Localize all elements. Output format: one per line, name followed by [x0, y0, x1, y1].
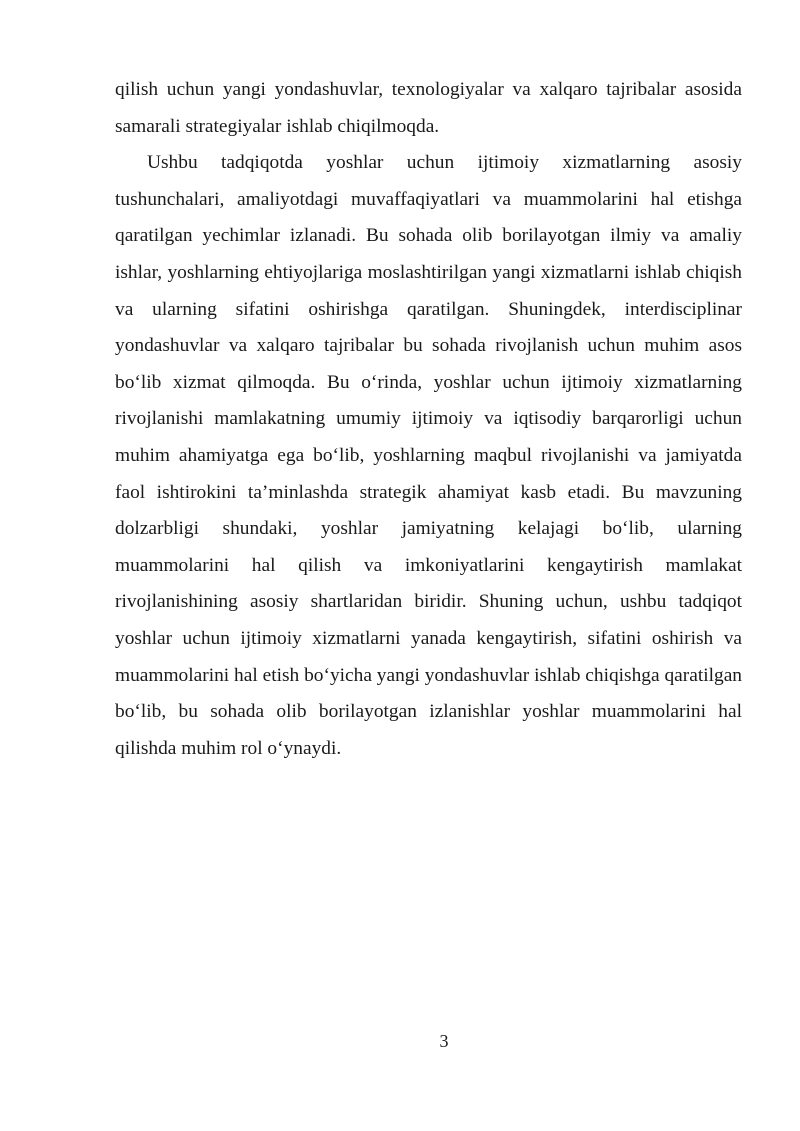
paragraph-continuation: qilish uchun yangi yondashuvlar, texnologiyalar va xalqaro tajribalar asosida samarali strategiyalar ishlab chiqilmoqda. [115, 79, 742, 137]
document-page [115, 72, 742, 767]
paragraph-main: Ushbu tadqiqotda yoshlar uchun ijtimoiy xizmatlarning asosiy tushunchalari, amaliyotdagi muvaffaqiyatlari va muammolarini hal etishga qaratilgan yechimlar izlanadi. Bu sohada olib borilayotgan ilmiy va amaliy ishlar, yoshlarning ehtiyojlariga moslashtirilgan yangi xizmatlarni ishlab chiqish va ularning sifatini oshirishga qaratilgan. Shuningdek, interdisciplinar yondashuvlar va xalqaro tajribalar bu sohada rivojlanish uchun muhim asos boʻlib xizmat qilmoqda. Bu oʻrinda, yoshlar uchun ijtimoiy xizmatlarning rivojlanishi mamlakatning umumiy ijtimoiy va iqtisodiy barqarorligi uchun muhim ahamiyatga ega boʻlib, yoshlarning maqbul rivojlanishi va jamiyatda faol ishtirokini ta’minlashda strategik ahamiyat kasb etadi. Bu mavzuning dolzarbligi shundaki, yoshlar jamiyatning kelajagi boʻlib, ularning muammolarini hal qilish va imkoniyatlarini kengaytirish mamlakat rivojlanishining asosiy shartlaridan biridir. Shuning uchun, ushbu tadqiqot yoshlar uchun ijtimoiy xizmatlarni yanada kengaytirish, sifatini oshirish va muammolarini hal etish boʻyicha yangi yondashuvlar ishlab chiqishga qaratilgan boʻlib, bu sohada olib borilayotgan izlanishlar yoshlar muammolarini hal qilishda muhim rol oʻynaydi. [115, 152, 742, 759]
page-number: 3 [439, 1031, 449, 1051]
